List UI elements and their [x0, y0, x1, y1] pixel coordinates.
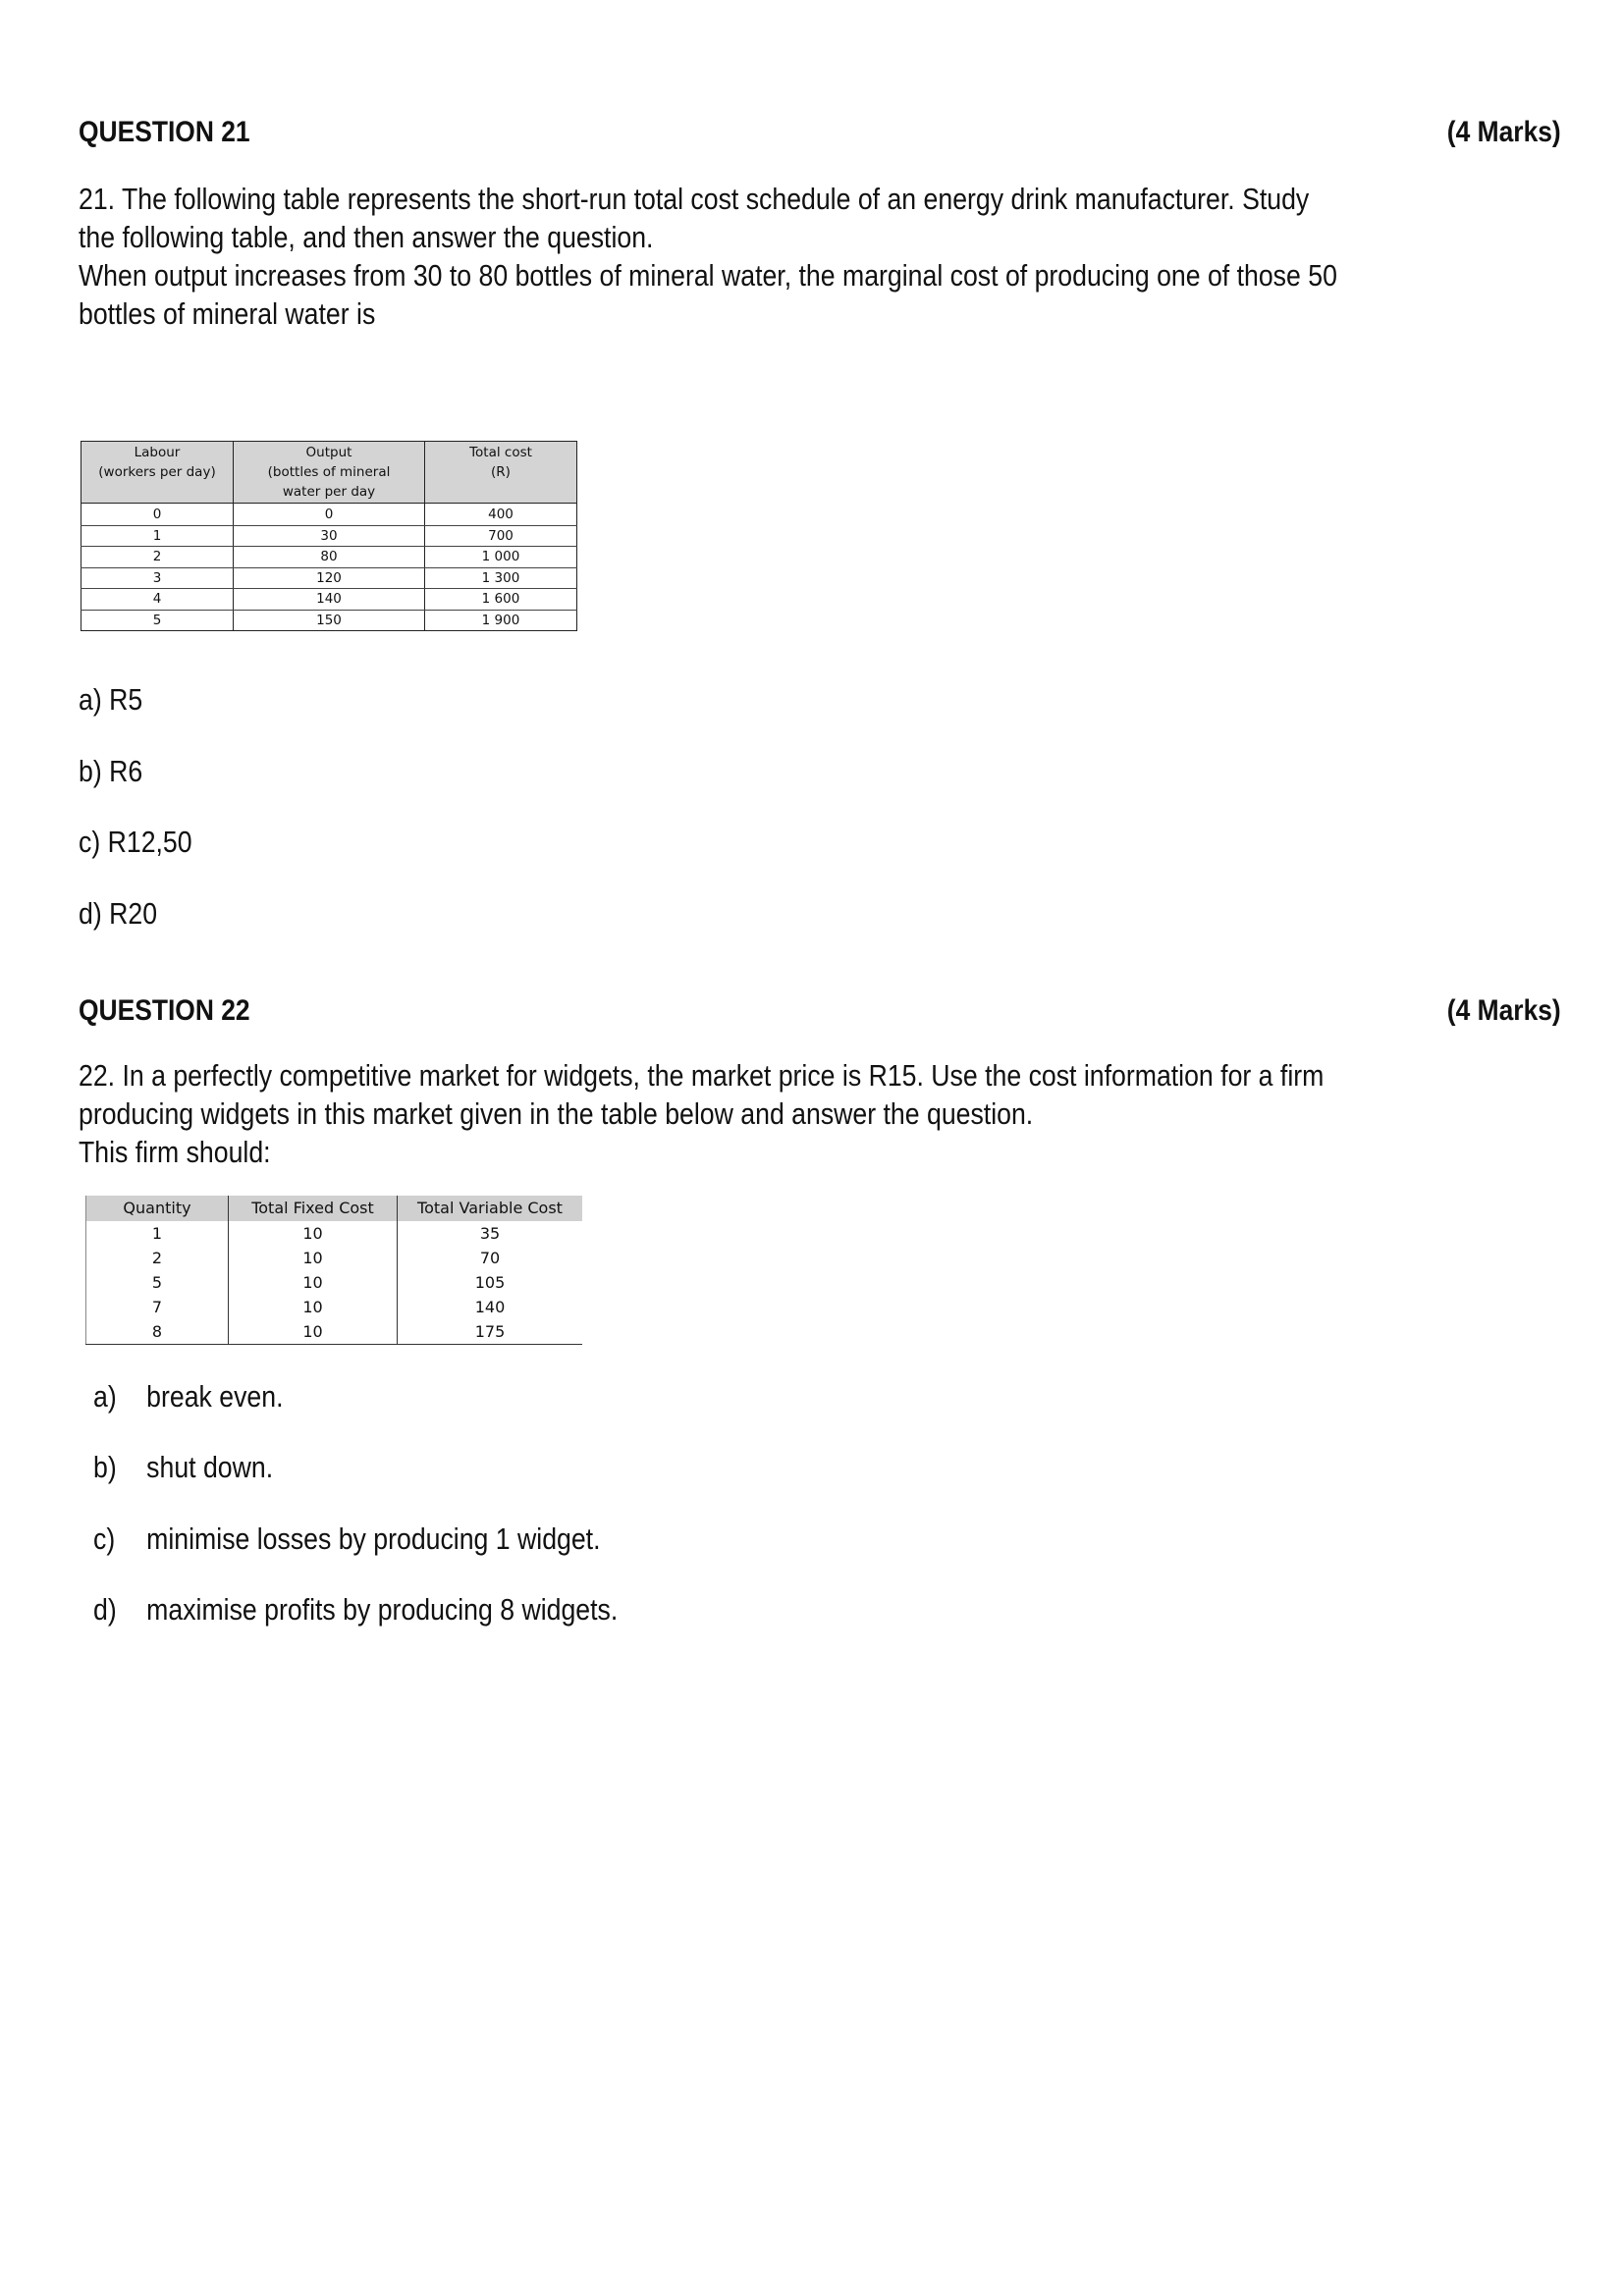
table-cell: 30 — [234, 525, 425, 547]
option-text: break even. — [146, 1379, 284, 1414]
option-d[interactable]: d) R20 — [79, 896, 158, 931]
table-header-row — [81, 442, 577, 504]
table-cell: 105 — [398, 1270, 583, 1295]
table-cell: 10 — [229, 1246, 398, 1270]
header-line: (R) — [491, 464, 511, 480]
table-cell: 10 — [229, 1221, 398, 1246]
table-cell: 1 600 — [425, 589, 577, 611]
option-a[interactable]: a) R5 — [79, 682, 143, 717]
table-cell: 5 — [86, 1270, 229, 1295]
header-line: (bottles of mineral — [267, 464, 391, 480]
table-row — [81, 567, 577, 589]
table-cell: 140 — [234, 589, 425, 611]
table-row — [81, 504, 577, 526]
table-cell: 140 — [398, 1295, 583, 1319]
option-b[interactable] — [93, 1450, 684, 1489]
table-cell: 80 — [234, 547, 425, 568]
question-22-line: This firm should: — [79, 1135, 271, 1169]
table-cell: 1 300 — [425, 567, 577, 589]
table-cell: 1 000 — [425, 547, 577, 568]
table-row — [81, 589, 577, 611]
table-cell: 8 — [86, 1319, 229, 1345]
table-cell: 0 — [81, 504, 234, 526]
table-cell: 10 — [229, 1319, 398, 1345]
question-21-text — [79, 180, 1337, 333]
table-cell: 3 — [81, 567, 234, 589]
cost-schedule-table — [81, 441, 577, 631]
column-header-output — [234, 442, 425, 504]
table-row — [81, 525, 577, 547]
table-cell: 4 — [81, 589, 234, 611]
table-row — [86, 1246, 583, 1270]
option-label: c) — [93, 1522, 116, 1556]
table-row — [86, 1319, 583, 1345]
question-22-line: 22. In a perfectly competitive market for widgets, the market price is R15. Use the cost information for a firm — [79, 1058, 1325, 1093]
question-21-marks: (4 Marks) — [1447, 116, 1561, 148]
header-line: Total cost — [469, 445, 532, 460]
header-line: Output — [305, 445, 352, 460]
header-line: Labour — [134, 445, 181, 460]
table-row — [81, 610, 577, 631]
table-cell: 1 — [86, 1221, 229, 1246]
question-21-line: bottles of mineral water is — [79, 296, 376, 331]
column-header-total-variable-cost: Total Variable Cost — [398, 1196, 583, 1221]
table-cell: 1 900 — [425, 610, 577, 631]
column-header-quantity: Quantity — [86, 1196, 229, 1221]
option-b[interactable]: b) R6 — [79, 754, 143, 788]
table-cell: 2 — [81, 547, 234, 568]
table-cell: 70 — [398, 1246, 583, 1270]
question-21-line: When output increases from 30 to 80 bottles of mineral water, the marginal cost of producing one of those 50 — [79, 258, 1337, 293]
table-cell: 2 — [86, 1246, 229, 1270]
table-row — [81, 547, 577, 568]
table-row — [86, 1270, 583, 1295]
table-cell: 175 — [398, 1319, 583, 1345]
option-label: b) — [93, 1450, 117, 1484]
header-line: water per day — [282, 484, 376, 500]
column-header-total-cost — [425, 442, 577, 504]
table-cell: 1 — [81, 525, 234, 547]
question-21-heading: QUESTION 21 — [79, 116, 250, 148]
header-line: (workers per day) — [98, 464, 216, 480]
column-header-labour — [81, 442, 234, 504]
question-21-line: the following table, and then answer the question. — [79, 220, 654, 254]
widget-cost-table — [85, 1196, 582, 1345]
option-text: minimise losses by producing 1 widget. — [146, 1522, 601, 1556]
column-header-total-fixed-cost: Total Fixed Cost — [229, 1196, 398, 1221]
table-cell: 10 — [229, 1270, 398, 1295]
table-cell: 10 — [229, 1295, 398, 1319]
question-22-heading: QUESTION 22 — [79, 994, 250, 1027]
table-row — [86, 1295, 583, 1319]
option-label: d) — [93, 1592, 117, 1627]
option-d[interactable] — [93, 1592, 684, 1631]
question-22-text — [79, 1056, 1324, 1171]
table-cell: 700 — [425, 525, 577, 547]
question-22-marks: (4 Marks) — [1447, 994, 1561, 1027]
table-cell: 5 — [81, 610, 234, 631]
option-label: a) — [93, 1379, 117, 1414]
cost-schedule-table-wrap — [81, 441, 577, 631]
table-cell: 35 — [398, 1221, 583, 1246]
table-cell: 400 — [425, 504, 577, 526]
option-text: maximise profits by producing 8 widgets. — [146, 1592, 619, 1627]
option-text: shut down. — [146, 1450, 274, 1484]
widget-cost-table-wrap — [85, 1196, 582, 1345]
option-a[interactable] — [93, 1379, 684, 1418]
option-c[interactable] — [93, 1522, 684, 1561]
table-cell: 120 — [234, 567, 425, 589]
table-cell: 150 — [234, 610, 425, 631]
table-row — [86, 1221, 583, 1246]
table-header-row — [86, 1196, 583, 1221]
question-22-line: producing widgets in this market given in the table below and answer the question. — [79, 1096, 1034, 1131]
question-21-line: 21. The following table represents the short-run total cost schedule of an energy drink manufacturer. Study — [79, 182, 1310, 216]
table-cell: 0 — [234, 504, 425, 526]
table-cell: 7 — [86, 1295, 229, 1319]
option-c[interactable]: c) R12,50 — [79, 825, 192, 859]
